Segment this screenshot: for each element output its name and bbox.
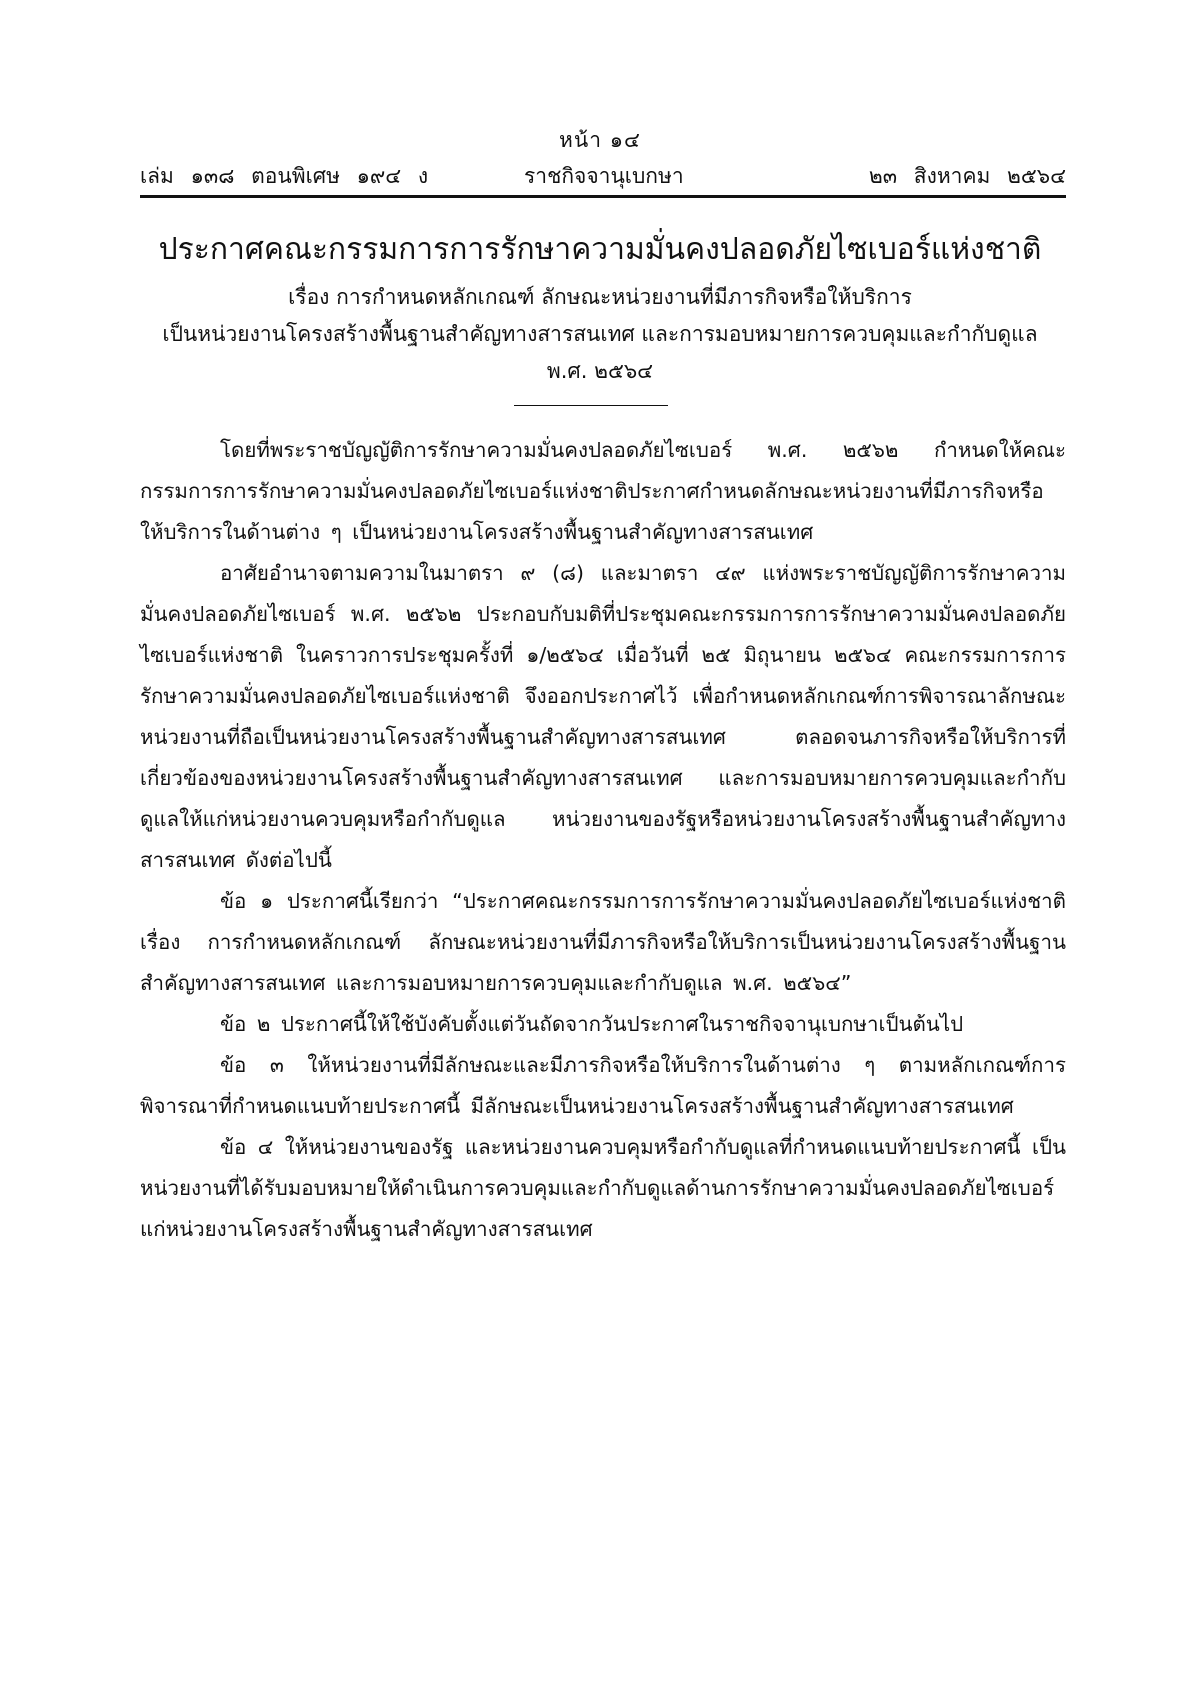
subject-year: พ.ศ. ๒๕๖๔ [546, 359, 654, 383]
preamble-paragraph: โดยที่พระราชบัญญัติการรักษาความมั่นคงปลอดภัยไซเบอร์ พ.ศ. ๒๕๖๒ กำหนดให้คณะกรรมการการรักษาความมั่นคงปลอดภัยไซเบอร์แห่งชาติประกาศกำหนดลักษณะหน่วยงานที่มีภารกิจหรือให้บริการในด้านต่าง ๆ เป็นหน่วยงานโครงสร้างพื้นฐานสำคัญทางสารสนเทศ [140, 438, 1066, 544]
header-divider [140, 195, 1066, 198]
clause-3: ข้อ ๓ ให้หน่วยงานที่มีลักษณะและมีภารกิจหรือให้บริการในด้านต่าง ๆ ตามหลักเกณฑ์การพิจารณาที่กำหนดแนบท้ายประกาศนี้ มีลักษณะเป็นหน่วยงานโครงสร้างพื้นฐานสำคัญทางสารสนเทศ [140, 1053, 1066, 1118]
publication-date: ๒๓ สิงหาคม ๒๕๖๔ [868, 164, 1066, 188]
volume-issue: เล่ม ๑๓๘ ตอนพิเศษ ๑๙๔ ง [140, 164, 429, 188]
authority-paragraph: อาศัยอำนาจตามความในมาตรา ๙ (๘) และมาตรา ๔๙ แห่งพระราชบัญญัติการรักษาความมั่นคงปลอดภัยไซเบอร์ พ.ศ. ๒๕๖๒ ประกอบกับมติที่ประชุมคณะกรรมการการรักษาความมั่นคงปลอดภัยไซเบอร์แห่งชาติ ในคราวการประชุมครั้งที่ ๑/๒๕๖๔ เมื่อวันที่ ๒๕ มิถุนายน ๒๕๖๔ คณะกรรมการการรักษาความมั่นคงปลอดภัยไซเบอร์แห่งชาติ จึงออกประกาศไว้ เพื่อกำหนดหลักเกณฑ์การพิจารณาลักษณะหน่วยงานที่ถือเป็นหน่วยงานโครงสร้างพื้นฐานสำคัญทางสารสนเทศ ตลอดจนภารกิจหรือให้บริการที่เกี่ยวข้องของหน่วยงานโครงสร้างพื้นฐานสำคัญทางสารสนเทศ และการมอบหมายการควบคุมและกำกับดูแลให้แก่หน่วยงานควบคุมหรือกำกับดูแล หน่วยงานของรัฐหรือหน่วยงานโครงสร้างพื้นฐานสำคัญทางสารสนเทศ ดังต่อไปนี้ [140, 561, 1066, 872]
document-body [140, 430, 1066, 1250]
title-divider [514, 405, 668, 406]
subject-line-2: เป็นหน่วยงานโครงสร้างพื้นฐานสำคัญทางสารสนเทศ และการมอบหมายการควบคุมและกำกับดูแล [162, 322, 1038, 346]
clause-2: ข้อ ๒ ประกาศนี้ให้ใช้บังคับตั้งแต่วันถัดจากวันประกาศในราชกิจจานุเบกษาเป็นต้นไป [220, 1012, 964, 1036]
page-number: หน้า ๑๔ [559, 128, 641, 152]
clause-4: ข้อ ๔ ให้หน่วยงานของรัฐ และหน่วยงานควบคุมหรือกำกับดูแลที่กำหนดแนบท้ายประกาศนี้ เป็นหน่วยงานที่ได้รับมอบหมายให้ดำเนินการควบคุมและกำกับดูแลด้านการรักษาความมั่นคงปลอดภัยไซเบอร์แก่หน่วยงานโครงสร้างพื้นฐานสำคัญทางสารสนเทศ [140, 1135, 1066, 1241]
gazette-header [140, 160, 1066, 190]
subject-line-1: เรื่อง การกำหนดหลักเกณฑ์ ลักษณะหน่วยงานที่มีภารกิจหรือให้บริการ [288, 285, 912, 309]
publication-name: ราชกิจจานุเบกษา [524, 164, 684, 188]
clause-1: ข้อ ๑ ประกาศนี้เรียกว่า “ประกาศคณะกรรมการการรักษาความมั่นคงปลอดภัยไซเบอร์แห่งชาติ เรื่อง การกำหนดหลักเกณฑ์ ลักษณะหน่วยงานที่มีภารกิจหรือให้บริการเป็นหน่วยงานโครงสร้างพื้นฐานสำคัญทางสารสนเทศ และการมอบหมายการควบคุมและกำกับดูแล พ.ศ. ๒๕๖๔” [140, 889, 1066, 995]
announcement-title: ประกาศคณะกรรมการการรักษาความมั่นคงปลอดภัยไซเบอร์แห่งชาติ [158, 232, 1042, 267]
